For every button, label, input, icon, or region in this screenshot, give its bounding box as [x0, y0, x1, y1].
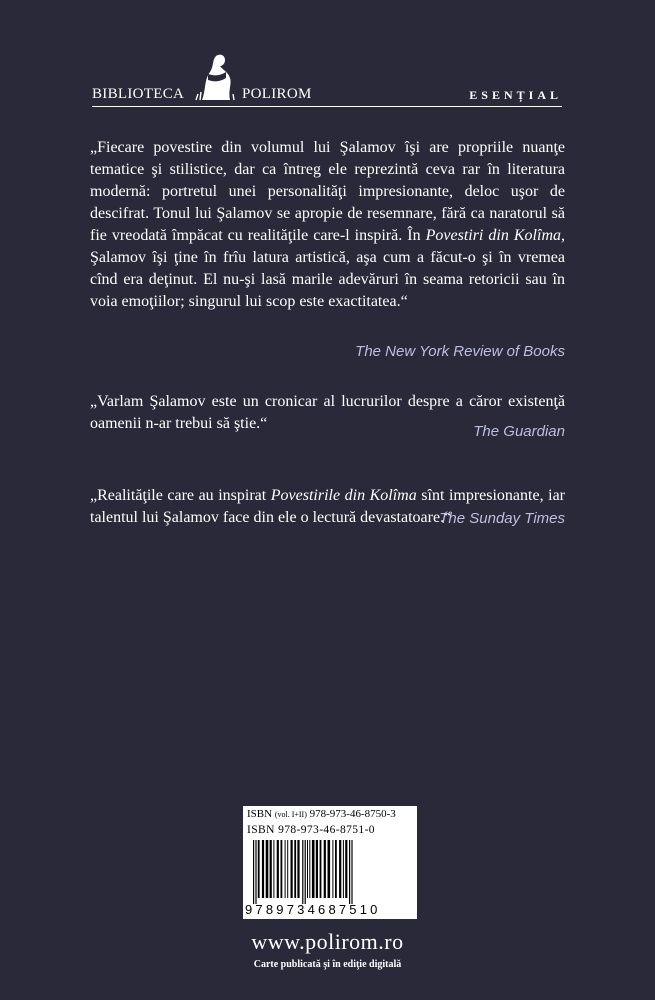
digital-edition-note: Carte publicată şi în ediţie digitală	[253, 959, 402, 970]
isbn-set-number: 978-973-46-8750-3	[309, 808, 396, 820]
barcode-bar	[309, 840, 310, 898]
barcode-digits: 9789734687510	[245, 902, 381, 917]
quote-3-book-title: Povestirile din Kolîma	[270, 487, 417, 504]
barcode-bar	[351, 840, 352, 904]
quote-1-book-title: Povestiri din Kolîma	[425, 227, 561, 244]
barcode-bar	[349, 840, 350, 904]
barcode-bar	[294, 840, 296, 898]
barcode-bar	[339, 840, 341, 898]
barcode-bar	[305, 840, 306, 904]
quote-1-source: The New York Review of Books	[355, 343, 565, 360]
barcode-bar	[335, 840, 337, 898]
barcode-bar	[285, 840, 286, 898]
series-name: ESENȚIAL	[469, 88, 562, 102]
barcode-bar	[255, 840, 256, 904]
quote-1	[90, 137, 565, 313]
isbn-volume: ISBN 978-973-46-8751-0	[247, 824, 375, 836]
header-rule	[92, 106, 562, 107]
barcode-bars	[253, 840, 413, 904]
barcode-bar	[343, 840, 344, 898]
quote-2-source: The Guardian	[473, 423, 565, 440]
barcode-bar	[262, 840, 264, 898]
barcode-bar	[281, 840, 283, 898]
barcode-bar	[273, 840, 274, 898]
barcode-box	[243, 806, 417, 919]
brand-name-left: BIBLIOTECA	[92, 86, 185, 102]
isbn-set-note: (vol. I+II)	[274, 810, 307, 819]
barcode-bar	[287, 840, 288, 898]
barcode-bar	[253, 840, 254, 904]
barcode-bar	[297, 840, 299, 898]
brand-name-right: POLIROM	[242, 86, 312, 102]
quote-2: „Varlam Şalamov este un cronicar al lucrurilor despre a căror existenţă oamenii n-ar trebui să ştie.“	[90, 393, 565, 432]
barcode-bar	[266, 840, 269, 898]
barcode-bar	[324, 840, 326, 898]
quote-3-text-b: sînt impresionante, iar talentul lui Şalamov face din ele o lectură devastatoare.“	[90, 487, 566, 526]
quote-3-text-a: „Realităţile care au inspirat	[90, 487, 271, 504]
barcode-bar	[332, 840, 333, 898]
quote-3-source: The Sunday Times	[439, 510, 565, 527]
barcode-bar	[307, 840, 308, 898]
quote-1-text-a: „Fiecare povestire din volumul lui Şalamov îşi are propriile nuanţe tematice şi stilistice, dar ca întreg ele reprezintă ceva rar în literatura modernă: portretul unei personalităţi impresionante, deloc uşor de descifrat. Tonul lui Şalamov se apropie de resemnare, fără ca naratorul să fie vreodată împăcat cu realităţile care-l inspiră. În	[90, 139, 565, 244]
isbn-set-prefix: ISBN	[247, 808, 273, 820]
reader-figure-logo-icon	[192, 50, 238, 102]
barcode-bar	[345, 840, 347, 898]
barcode-bar	[316, 840, 318, 898]
barcode-bar	[320, 840, 322, 898]
barcode-bar	[312, 840, 315, 898]
barcode-bar	[258, 840, 260, 898]
barcode-bar	[270, 840, 272, 898]
isbn-set	[247, 808, 396, 820]
publisher-website[interactable]: www.polirom.ro	[251, 929, 404, 954]
quote-1-text-b: , Şalamov îşi ţine în frîu latura artistică, aşa cum a făcut-o şi în vremea cînd era deţinut. El nu-şi lasă marile adevăruri în seama retoricii sau în voia emoţiilor; singurul lui scop este exactitatea.“	[90, 227, 565, 310]
header	[92, 50, 562, 106]
barcode-bar	[277, 840, 279, 898]
barcode-bar	[302, 840, 303, 904]
barcode-bar	[291, 840, 293, 898]
barcode-bar	[328, 840, 331, 898]
